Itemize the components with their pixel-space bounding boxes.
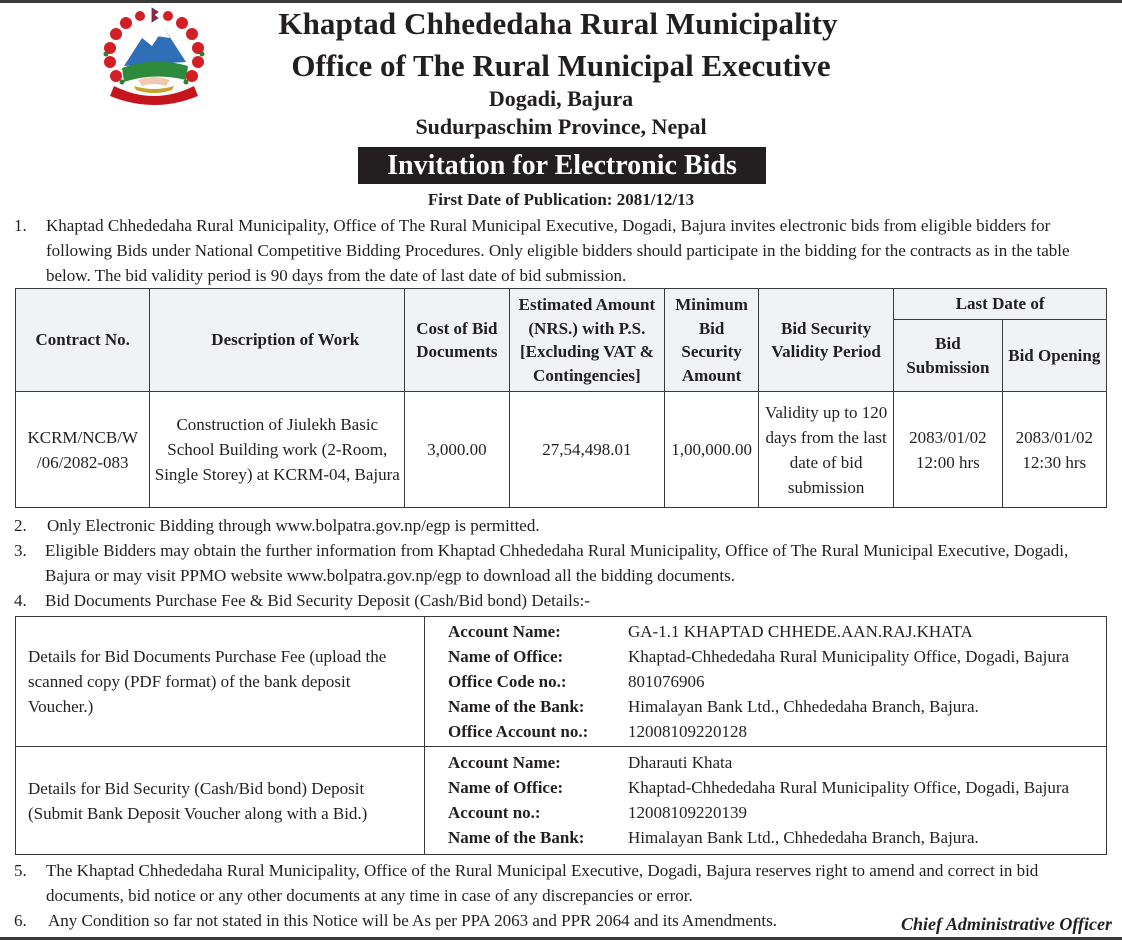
table-row (16, 392, 1107, 508)
bid-table (15, 288, 1107, 508)
clause-6 (14, 908, 864, 933)
header-last-date: Last Date of (894, 289, 1107, 320)
notice-title: Invitation for Electronic Bids (358, 147, 766, 184)
clause-2 (14, 513, 1114, 538)
cell-min-security: 1,00,000.00 (665, 392, 759, 508)
field-value: Khaptad-Chhededaha Rural Municipality Office, Dogadi, Bajura (628, 778, 1070, 797)
field-key: Office Code no.: (448, 671, 567, 691)
clause-text: Any Condition so far not stated in this Notice will be As per PPA 2063 and PPR 2064 and its Amendments. (48, 911, 777, 930)
field-value: Khaptad-Chhededaha Rural Municipality Office, Dogadi, Bajura (628, 646, 1070, 666)
kv-office-account-no (448, 719, 1106, 744)
bid-security-details (425, 747, 1107, 855)
kv-name-of-office (448, 644, 1106, 669)
cell-bid-submission: 2083/01/02 12:00 hrs (894, 392, 1002, 508)
field-value: 12008109220128 (628, 721, 747, 741)
clause-5 (14, 858, 1114, 908)
purchase-fee-details (425, 617, 1107, 747)
field-value: Himalayan Bank Ltd., Chhededaha Branch, Bajura. (628, 696, 979, 716)
header-bid-submission: Bid Submission (894, 320, 1002, 392)
header-validity: Bid Security Validity Period (759, 289, 894, 392)
kv-account-name (448, 619, 1106, 644)
header-min-security: Minimum Bid Security Amount (665, 289, 759, 392)
field-key: Account Name: (448, 621, 561, 641)
clause-text: The Khaptad Chhededaha Rural Municipality, Office of the Rural Municipal Executive, Dogadi, Bajura reserves right to amend and correct in bid documents, bid notice or any other documents at any time in case of any discrepancies or error. (46, 861, 1039, 905)
purchase-fee-label: Details for Bid Documents Purchase Fee (upload the scanned copy (PDF format) of the bank deposit Voucher.) (16, 617, 425, 747)
kv-bank-name (448, 694, 1106, 719)
clause-text: Eligible Bidders may obtain the further information from Khaptad Chhededaha Rural Municipality, Office of The Rural Municipal Executive, Dogadi, Bajura or may visit PPMO website www.bolpatra.gov.np/egp to download all the bidding documents. (45, 541, 1069, 585)
clause-3 (14, 538, 1114, 588)
field-value: GA-1.1 KHAPTAD CHHEDE.AAN.RAJ.KHATA (628, 621, 973, 641)
cell-estimated-amount: 27,54,498.01 (509, 392, 665, 508)
kv-bank-name (448, 825, 1106, 850)
kv-name-of-office (448, 775, 1106, 800)
publication-date: First Date of Publication: 2081/12/13 (427, 190, 695, 209)
field-key: Account Name: (448, 753, 561, 772)
field-key: Name of Office: (448, 646, 564, 666)
header-cost: Cost of Bid Documents (405, 289, 509, 392)
bank-row-purchase-fee (16, 617, 1107, 747)
cell-validity: Validity up to 120 days from the last date of bid submission (759, 392, 894, 508)
clause-number: 6. (14, 911, 27, 930)
province: Sudurpaschim Province, Nepal (415, 114, 707, 139)
kv-account-name (448, 750, 1106, 775)
org-name: Khaptad Chhededaha Rural Municipality (278, 6, 838, 41)
bank-details-table (15, 616, 1107, 855)
cell-description: Construction of Jiulekh Basic School Building work (2-Room, Single Storey) at KCRM-04, Bajura (150, 392, 405, 508)
field-key: Name of Office: (448, 778, 564, 797)
kv-office-code (448, 669, 1106, 694)
bid-security-label: Details for Bid Security (Cash/Bid bond) Deposit (Submit Bank Deposit Voucher along with a Bid.) (16, 747, 425, 855)
field-value: Himalayan Bank Ltd., Chhededaha Branch, Bajura. (628, 828, 979, 847)
field-key: Name of the Bank: (448, 696, 585, 716)
signature-title: Chief Administrative Officer (901, 914, 1112, 934)
clause-1 (14, 213, 1114, 288)
cell-bid-opening: 2083/01/02 12:30 hrs (1002, 392, 1106, 508)
clause-text: Khaptad Chhededaha Rural Municipality, Office of The Rural Municipal Executive, Dogadi, Bajura invites electronic bids from eligible bidders for following Bids under National Competitive Bidding Procedures. Only eligible bidders should participate in the bidding for the contracts as in the table below. The bid validity period is 90 days from the date of last date of bid submission. (46, 216, 1070, 285)
clause-number: 4. (14, 591, 27, 610)
cell-contract-no: KCRM/NCB/W /06/2082-083 (16, 392, 150, 508)
field-value: Dharauti Khata (628, 753, 733, 772)
clause-number: 5. (14, 861, 27, 880)
field-key: Name of the Bank: (448, 828, 585, 847)
header-contract-no: Contract No. (16, 289, 150, 392)
clause-text: Only Electronic Bidding through www.bolpatra.gov.np/egp is permitted. (47, 516, 540, 535)
clause-number: 2. (14, 516, 27, 535)
field-key: Office Account no.: (448, 721, 589, 741)
clause-number: 1. (14, 216, 27, 235)
clause-number: 3. (14, 541, 27, 560)
cell-cost: 3,000.00 (405, 392, 509, 508)
header-bid-opening: Bid Opening (1002, 320, 1106, 392)
field-value: 12008109220139 (628, 803, 747, 822)
office-location: Dogadi, Bajura (488, 86, 634, 111)
header-description: Description of Work (150, 289, 405, 392)
kv-account-no (448, 800, 1106, 825)
clause-4 (14, 588, 1114, 613)
field-key: Account no.: (448, 803, 541, 822)
top-border (0, 0, 1122, 3)
office-name: Office of The Rural Municipal Executive (291, 48, 831, 83)
clause-text: Bid Documents Purchase Fee & Bid Security Deposit (Cash/Bid bond) Details:- (45, 591, 590, 610)
bank-row-bid-security (16, 747, 1107, 855)
header-estimated-amount: Estimated Amount (NRS.) with P.S. [Excluding VAT & Contingencies] (509, 289, 665, 392)
field-value: 801076906 (628, 671, 705, 691)
